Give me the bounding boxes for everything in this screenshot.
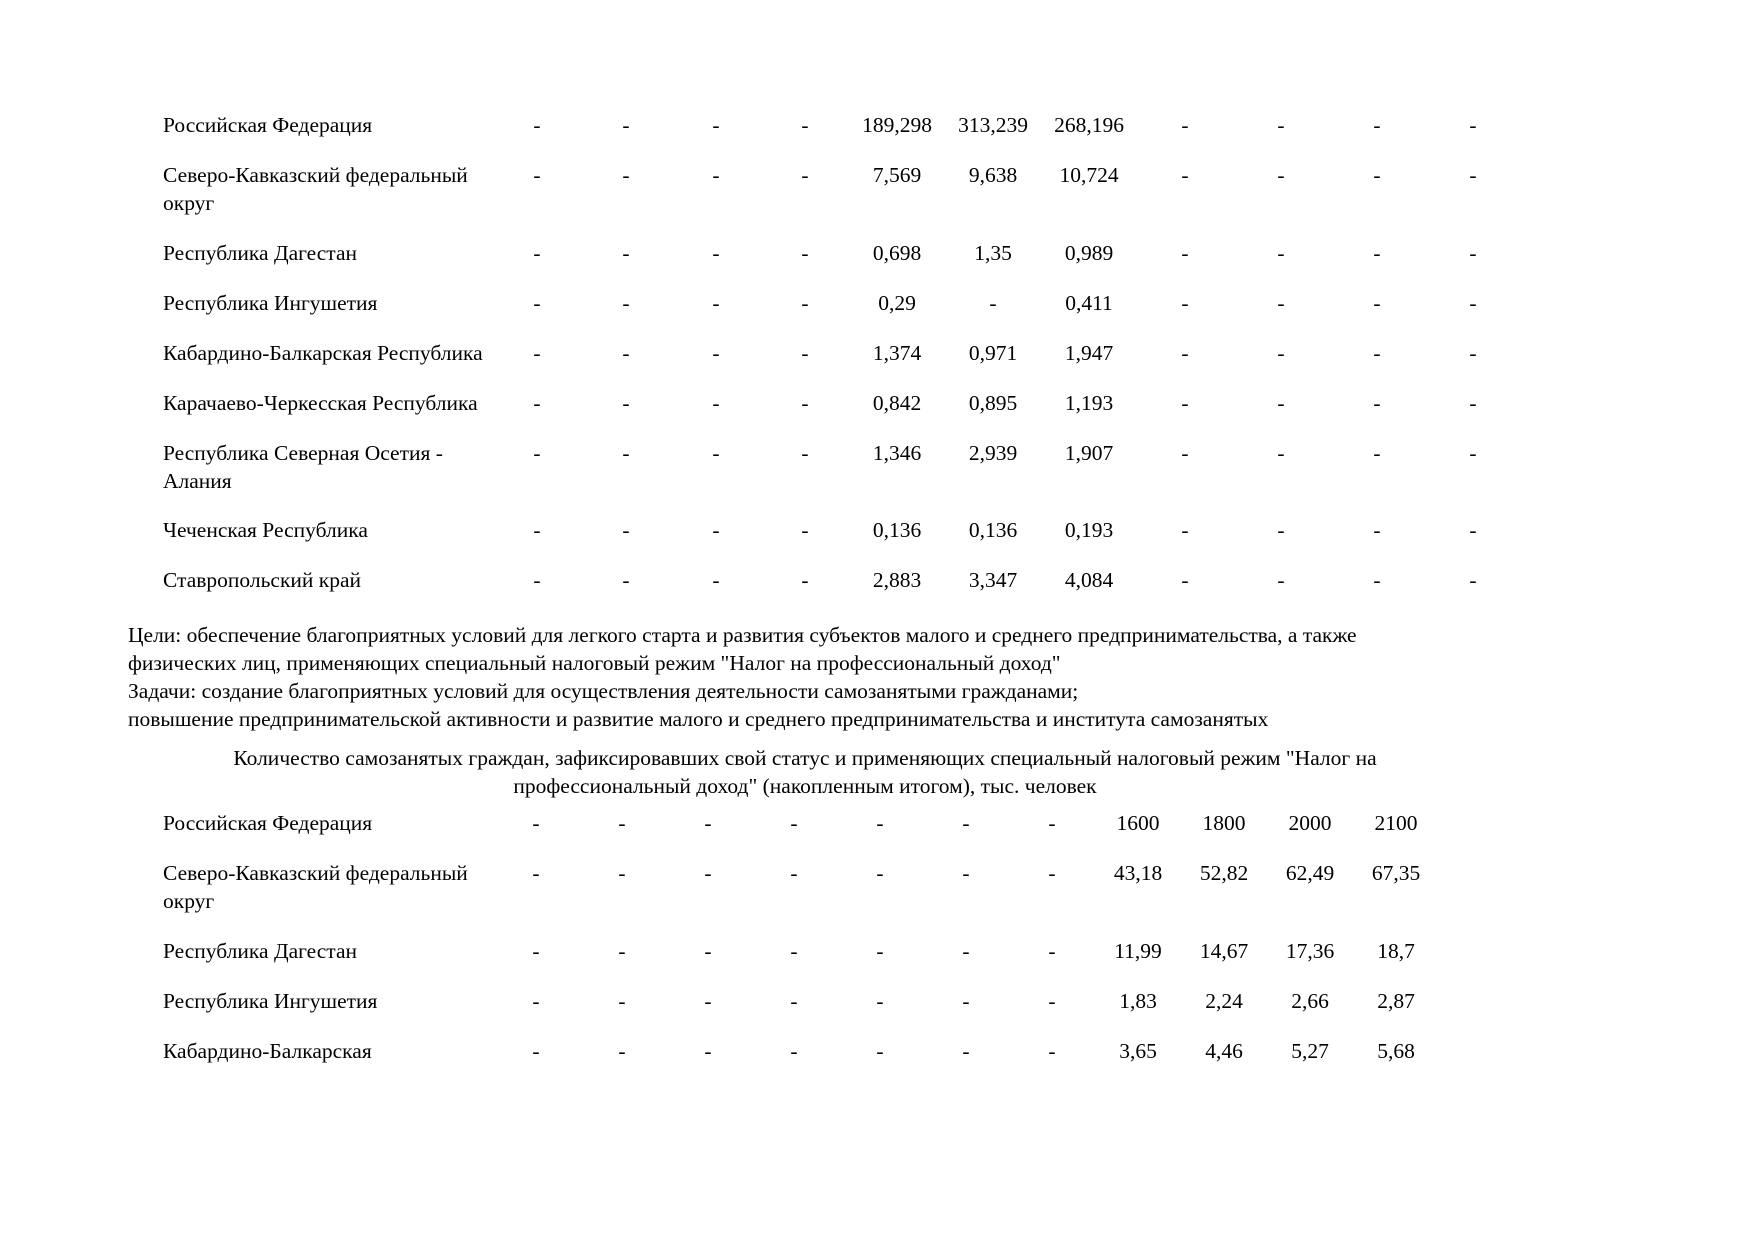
cell-value: 0,842	[872, 390, 922, 415]
row-spacer-cell	[163, 218, 1521, 240]
cell-empty: -	[801, 340, 809, 365]
cell-value: 3,65	[1119, 1038, 1157, 1063]
cell-empty: -	[801, 518, 809, 543]
cell-empty: -	[618, 988, 626, 1013]
goals-line-1: Цели: обеспечение благоприятных условий для легкого старта и развития субъектов малого и среднего предпринимательства, а также	[128, 623, 1357, 647]
regional-indicators-table	[163, 112, 1521, 595]
cell-value: 3,347	[968, 568, 1018, 593]
table-row	[163, 860, 1439, 916]
cell-empty: -	[790, 938, 798, 963]
goals-and-objectives-block	[128, 622, 1438, 734]
table-row	[163, 162, 1521, 218]
cell-value: 18,7	[1377, 938, 1415, 963]
row-spacer-cell	[163, 268, 1521, 290]
cell-empty: -	[1373, 390, 1381, 415]
cell-empty: -	[532, 938, 540, 963]
row-spacer-cell	[163, 966, 1439, 988]
cell-empty: -	[712, 390, 720, 415]
cell-empty: -	[1048, 1038, 1056, 1063]
cell-empty: -	[712, 162, 720, 187]
cell-value: 4,084	[1064, 568, 1114, 593]
cell-value: 67,35	[1371, 860, 1421, 885]
table-row	[163, 390, 1521, 418]
cell-empty: -	[1277, 340, 1285, 365]
cell-value: 2,939	[968, 440, 1018, 465]
row-label: Республика Ингушетия	[163, 988, 378, 1013]
table-row	[163, 988, 1439, 1016]
cell-empty: -	[1277, 518, 1285, 543]
cell-empty: -	[533, 440, 541, 465]
cell-empty: -	[1373, 568, 1381, 593]
cell-empty: -	[1469, 568, 1477, 593]
cell-empty: -	[712, 440, 720, 465]
cell-empty: -	[704, 1038, 712, 1063]
cell-empty: -	[1181, 518, 1189, 543]
cell-empty: -	[618, 938, 626, 963]
cell-value: 2100	[1374, 811, 1418, 835]
cell-empty: -	[622, 162, 630, 187]
row-spacer	[163, 545, 1521, 567]
cell-empty: -	[876, 811, 884, 835]
cell-empty: -	[1373, 240, 1381, 265]
row-label: Кабардино-Балкарская Республика	[163, 340, 483, 365]
cell-empty: -	[801, 390, 809, 415]
row-label: Республика Дагестан	[163, 938, 358, 963]
cell-empty: -	[801, 240, 809, 265]
cell-empty: -	[622, 240, 630, 265]
cell-value: 5,27	[1291, 1038, 1329, 1063]
table-row	[163, 938, 1439, 966]
row-spacer-cell	[163, 140, 1521, 162]
cell-value: 7,569	[872, 162, 922, 187]
table-row	[163, 112, 1521, 140]
cell-value: 5,68	[1377, 1038, 1415, 1063]
row-label: Ставропольский край	[163, 568, 362, 593]
row-spacer	[163, 966, 1439, 988]
table-row	[163, 340, 1521, 368]
row-spacer-cell	[163, 318, 1521, 340]
row-label: Северо-Кавказский федеральный округ	[163, 162, 468, 215]
cell-empty: -	[1048, 988, 1056, 1013]
objectives-line-1: Задачи: создание благоприятных условий для осуществления деятельности самозанятыми гражданами;	[128, 678, 1079, 703]
cell-empty: -	[790, 860, 798, 885]
cell-empty: -	[1181, 113, 1189, 137]
cell-empty: -	[1277, 290, 1285, 315]
cell-empty: -	[790, 988, 798, 1013]
cell-value: 62,49	[1285, 860, 1335, 885]
cell-empty: -	[962, 938, 970, 963]
row-spacer	[163, 495, 1521, 517]
cell-value: 17,36	[1285, 938, 1335, 963]
table-row	[163, 240, 1521, 268]
cell-value: 9,638	[968, 162, 1018, 187]
cell-empty: -	[962, 988, 970, 1013]
cell-empty: -	[1469, 290, 1477, 315]
cell-empty: -	[1373, 162, 1381, 187]
cell-empty: -	[533, 162, 541, 187]
row-spacer	[163, 140, 1521, 162]
cell-empty: -	[801, 568, 809, 593]
cell-empty: -	[704, 811, 712, 835]
cell-value: 1,346	[872, 440, 922, 465]
cell-empty: -	[1373, 113, 1381, 137]
row-spacer-cell	[163, 368, 1521, 390]
cell-value: 268,196	[1054, 113, 1124, 137]
cell-value: 1,35	[974, 240, 1012, 265]
cell-empty: -	[962, 811, 970, 835]
cell-empty: -	[1469, 518, 1477, 543]
cell-empty: -	[962, 860, 970, 885]
cell-empty: -	[712, 340, 720, 365]
cell-empty: -	[618, 860, 626, 885]
cell-empty: -	[712, 240, 720, 265]
self-employed-table-heading-line-2: профессиональный доход" (накопленным итогом), тыс. человек	[513, 774, 1097, 799]
cell-value: 4,46	[1205, 1038, 1243, 1063]
row-label: Республика Ингушетия	[163, 290, 378, 315]
row-spacer-cell	[163, 1016, 1439, 1038]
cell-empty: -	[532, 811, 540, 835]
row-spacer	[163, 838, 1439, 860]
cell-empty: -	[801, 290, 809, 315]
self-employed-table-heading	[170, 744, 1440, 801]
table-row	[163, 517, 1521, 545]
cell-empty: -	[1277, 113, 1285, 137]
row-spacer	[163, 268, 1521, 290]
cell-empty: -	[618, 1038, 626, 1063]
cell-value: 1,193	[1064, 390, 1114, 415]
cell-empty: -	[1469, 162, 1477, 187]
cell-empty: -	[790, 1038, 798, 1063]
cell-empty: -	[704, 860, 712, 885]
cell-empty: -	[876, 938, 884, 963]
row-label: Российская Федерация	[163, 113, 373, 137]
cell-empty: -	[1048, 938, 1056, 963]
cell-value: 189,298	[862, 113, 932, 137]
objectives-line-2: повышение предпринимательской активности и развитие малого и среднего предпринимательства и института самозанятых	[128, 706, 1269, 731]
cell-empty: -	[1469, 390, 1477, 415]
row-label: Республика Дагестан	[163, 240, 358, 265]
goals-line-2: физических лиц, применяющих специальный налоговый режим "Налог на профессиональный доход"	[128, 650, 1061, 675]
cell-empty: -	[1181, 240, 1189, 265]
cell-value: 1,374	[872, 340, 922, 365]
cell-empty: -	[1373, 440, 1381, 465]
cell-empty: -	[1277, 240, 1285, 265]
cell-empty: -	[622, 568, 630, 593]
cell-value: 0,136	[968, 518, 1018, 543]
cell-empty: -	[533, 340, 541, 365]
self-employed-count-table-container	[163, 810, 1433, 1066]
cell-empty: -	[801, 113, 809, 137]
cell-value: 2,87	[1377, 988, 1415, 1013]
cell-empty: -	[1181, 290, 1189, 315]
cell-empty: -	[532, 860, 540, 885]
row-label: Кабардино-Балкарская	[163, 1038, 372, 1063]
cell-empty: -	[1373, 290, 1381, 315]
self-employed-count-table	[163, 810, 1439, 1066]
cell-empty: -	[1469, 440, 1477, 465]
cell-empty: -	[1181, 440, 1189, 465]
cell-empty: -	[1469, 240, 1477, 265]
cell-empty: -	[712, 113, 720, 137]
cell-empty: -	[622, 440, 630, 465]
cell-value: 1,83	[1119, 988, 1157, 1013]
cell-empty: -	[1277, 390, 1285, 415]
cell-empty: -	[962, 1038, 970, 1063]
row-spacer	[163, 368, 1521, 390]
cell-empty: -	[801, 162, 809, 187]
cell-empty: -	[622, 290, 630, 315]
cell-empty: -	[790, 811, 798, 835]
cell-value: 10,724	[1059, 162, 1119, 187]
cell-empty: -	[533, 568, 541, 593]
cell-empty: -	[533, 518, 541, 543]
cell-value: 1600	[1116, 811, 1160, 835]
cell-value: 2,24	[1205, 988, 1243, 1013]
cell-empty: -	[801, 440, 809, 465]
cell-empty: -	[1469, 340, 1477, 365]
row-label: Республика Северная Осетия - Алания	[163, 440, 443, 493]
cell-value: 313,239	[958, 113, 1028, 137]
cell-empty: -	[533, 290, 541, 315]
row-label: Северо-Кавказский федеральный округ	[163, 860, 468, 913]
cell-empty: -	[533, 390, 541, 415]
cell-value: 0,193	[1064, 518, 1114, 543]
row-spacer-cell	[163, 916, 1439, 938]
cell-value: 2,883	[872, 568, 922, 593]
cell-empty: -	[712, 518, 720, 543]
row-spacer-cell	[163, 838, 1439, 860]
cell-empty: -	[1373, 340, 1381, 365]
cell-empty: -	[532, 988, 540, 1013]
regional-indicators-table-container	[163, 112, 1477, 595]
cell-empty: -	[622, 518, 630, 543]
cell-value: 0,989	[1064, 240, 1114, 265]
cell-empty: -	[622, 390, 630, 415]
cell-empty: -	[1277, 162, 1285, 187]
cell-value: 1800	[1202, 811, 1246, 835]
cell-empty: -	[532, 1038, 540, 1063]
cell-value: 2,66	[1291, 988, 1329, 1013]
self-employed-table-heading-line-1: Количество самозанятых граждан, зафиксировавших свой статус и применяющих специальный налоговый режим "Налог на	[233, 746, 1377, 770]
table-row	[163, 810, 1439, 838]
cell-empty: -	[1277, 440, 1285, 465]
row-label: Карачаево-Черкесская Республика	[163, 390, 478, 415]
row-spacer	[163, 916, 1439, 938]
cell-value: 52,82	[1199, 860, 1249, 885]
row-spacer-cell	[163, 545, 1521, 567]
cell-value: 0,971	[968, 340, 1018, 365]
table-row	[163, 1038, 1439, 1066]
cell-value: 0,895	[968, 390, 1018, 415]
row-spacer	[163, 1016, 1439, 1038]
cell-empty: -	[1048, 860, 1056, 885]
cell-empty: -	[533, 113, 541, 137]
cell-empty: -	[876, 1038, 884, 1063]
cell-empty: -	[1048, 811, 1056, 835]
cell-empty: -	[533, 240, 541, 265]
cell-empty: -	[704, 938, 712, 963]
cell-empty: -	[989, 290, 997, 315]
row-spacer	[163, 318, 1521, 340]
cell-empty: -	[1373, 518, 1381, 543]
cell-empty: -	[1469, 113, 1477, 137]
table-row	[163, 440, 1521, 496]
cell-value: 43,18	[1113, 860, 1163, 885]
cell-empty: -	[704, 988, 712, 1013]
row-spacer	[163, 218, 1521, 240]
cell-empty: -	[876, 988, 884, 1013]
cell-value: 1,947	[1064, 340, 1114, 365]
row-spacer-cell	[163, 418, 1521, 440]
cell-value: 2000	[1288, 811, 1332, 835]
cell-value: 0,29	[878, 290, 916, 315]
cell-empty: -	[712, 568, 720, 593]
row-label: Чеченская Республика	[163, 518, 368, 543]
cell-empty: -	[1181, 162, 1189, 187]
cell-empty: -	[1181, 390, 1189, 415]
table-row	[163, 290, 1521, 318]
cell-value: 0,698	[872, 240, 922, 265]
cell-empty: -	[712, 290, 720, 315]
cell-empty: -	[622, 113, 630, 137]
cell-empty: -	[618, 811, 626, 835]
cell-value: 14,67	[1199, 938, 1249, 963]
cell-empty: -	[876, 860, 884, 885]
table-row	[163, 567, 1521, 595]
row-spacer-cell	[163, 495, 1521, 517]
cell-empty: -	[1181, 340, 1189, 365]
cell-value: 0,136	[872, 518, 922, 543]
cell-empty: -	[1277, 568, 1285, 593]
cell-value: 0,411	[1065, 290, 1113, 315]
cell-empty: -	[1181, 568, 1189, 593]
row-label: Российская Федерация	[163, 811, 373, 835]
cell-empty: -	[622, 340, 630, 365]
cell-value: 11,99	[1114, 938, 1162, 963]
row-spacer	[163, 418, 1521, 440]
cell-value: 1,907	[1064, 440, 1114, 465]
